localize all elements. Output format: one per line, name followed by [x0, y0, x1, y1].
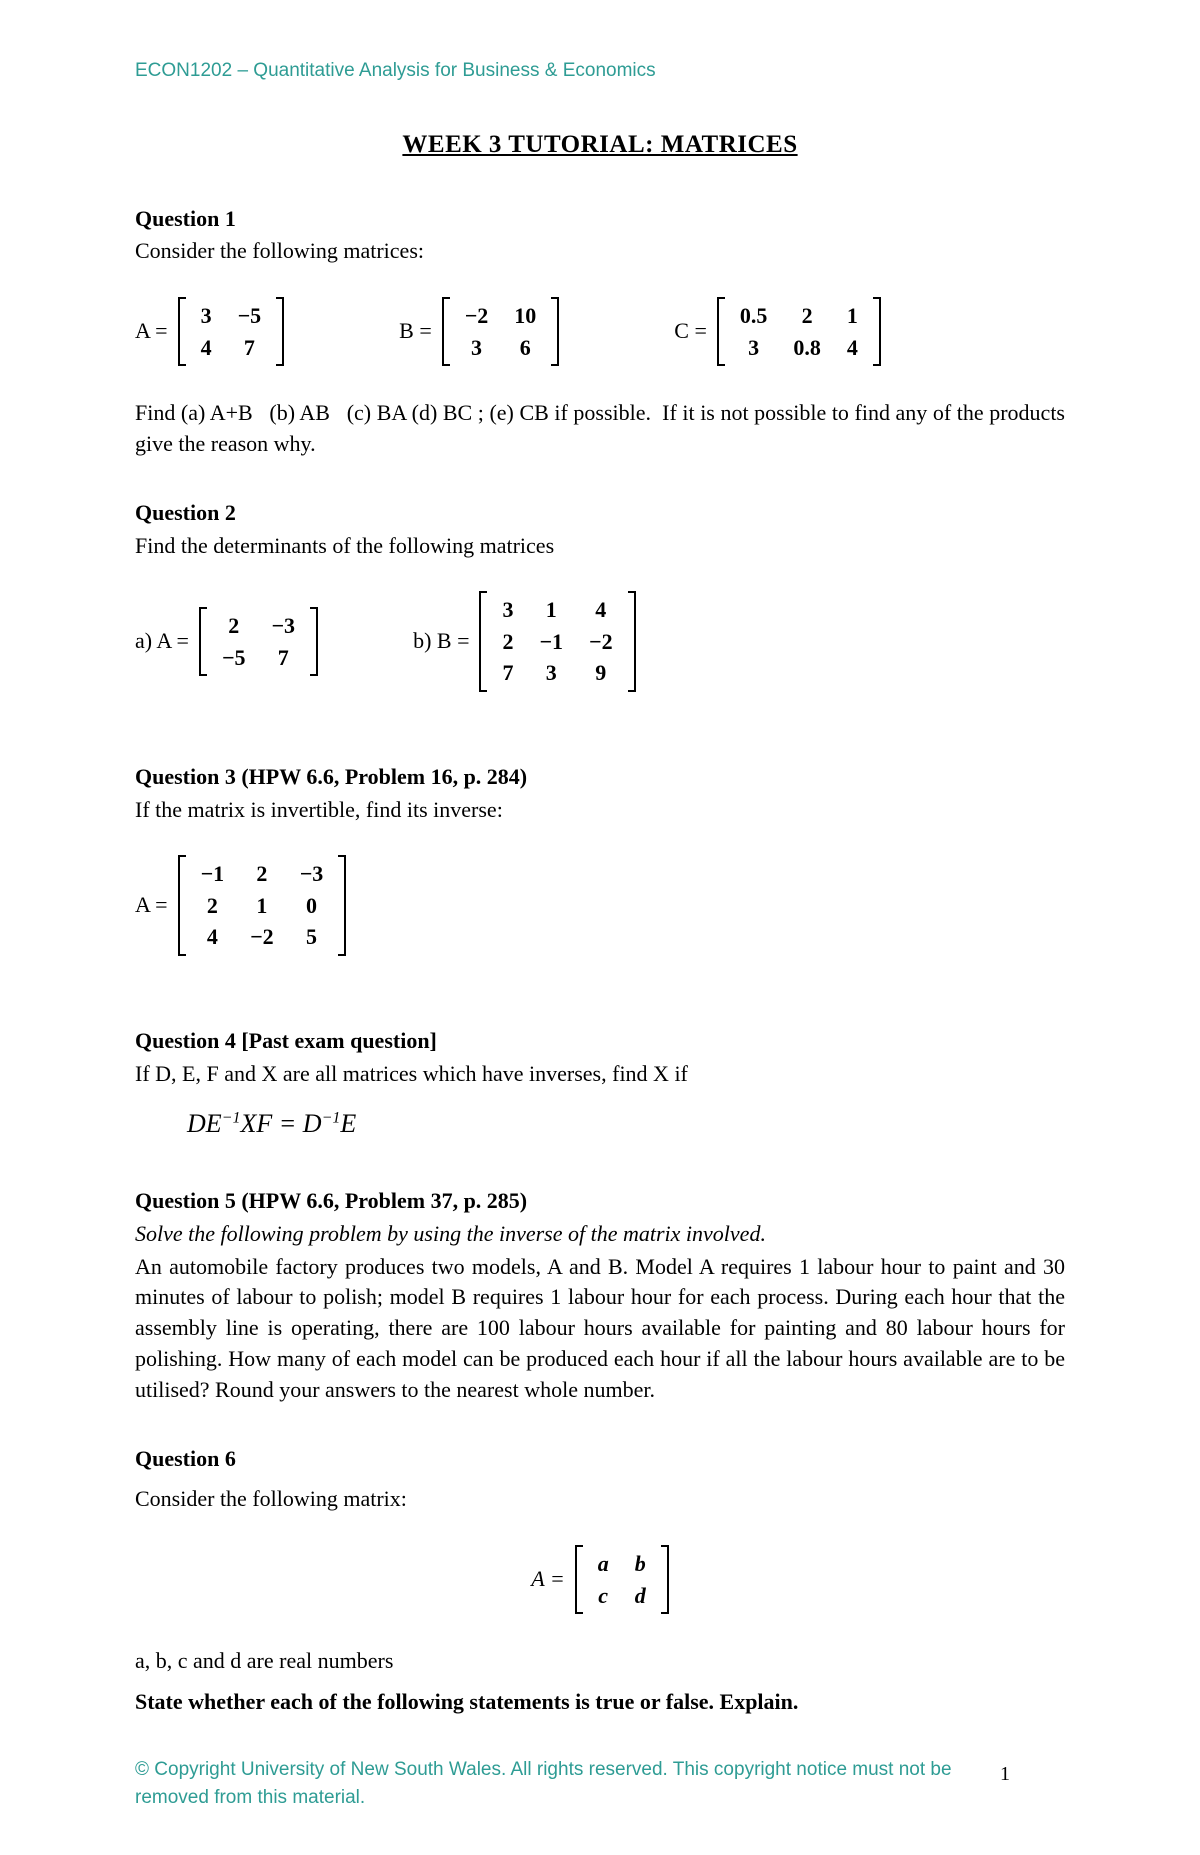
question-2-matrices	[135, 591, 1065, 692]
matrix-cell: 10	[514, 303, 537, 329]
question-4-formula	[187, 1106, 1065, 1142]
matrix-cell: a	[597, 1551, 609, 1577]
question-3-section	[135, 762, 1065, 988]
question-6-note: a, b, c and d are real numbers	[135, 1648, 394, 1674]
formula-superscript: −1	[321, 1108, 341, 1126]
question-2-intro: Find the determinants of the following matrices	[135, 532, 555, 558]
formula-part: DE	[187, 1108, 222, 1138]
matrix-a-body	[178, 297, 285, 366]
matrix-right-bracket	[276, 297, 284, 366]
matrix-left-bracket	[479, 591, 487, 692]
matrix-cell: 0.5	[739, 303, 768, 329]
matrix-6a-label: A =	[531, 1566, 565, 1592]
question-3-heading: Question 3 (HPW 6.6, Problem 16, p. 284)	[135, 763, 528, 789]
matrix-right-bracket	[338, 855, 346, 956]
matrix-cell: 3	[200, 303, 212, 329]
matrix-cell: 7	[243, 334, 255, 360]
question-2-section	[135, 498, 1065, 724]
matrix-cell: 1	[256, 892, 268, 918]
matrix-cell: 7	[277, 644, 289, 670]
question-1-heading: Question 1	[135, 205, 236, 231]
matrix-cell: 4	[200, 334, 212, 360]
question-6-intro: Consider the following matrix:	[135, 1486, 407, 1512]
question-6-matrices	[135, 1545, 1065, 1614]
matrix-cell: −2	[589, 628, 613, 654]
matrix-cell: 4	[846, 334, 858, 360]
matrix-cell: −5	[221, 644, 246, 670]
matrix-cell: 5	[305, 924, 317, 950]
question-1-task: Find (a) A+B (b) AB (c) BA (d) BC ; (e) CB if possible. If it is not possible to find any of the products give the reason why.	[135, 400, 1071, 456]
matrix-6a-cells	[583, 1545, 661, 1614]
matrix-cell: 2	[228, 613, 240, 639]
matrix-c	[674, 297, 881, 366]
matrix-cell: 1	[545, 597, 557, 623]
question-1-section	[135, 204, 1071, 460]
matrix-c-cells	[725, 297, 873, 366]
matrix-3a-label: A =	[135, 892, 168, 918]
matrix-cell: 3	[545, 660, 557, 686]
matrix-a	[135, 297, 284, 366]
matrix-right-bracket	[661, 1545, 669, 1614]
course-header: ECON1202 – Quantitative Analysis for Business & Economics	[135, 60, 656, 81]
formula-part: E	[340, 1108, 357, 1138]
matrix-left-bracket	[442, 297, 450, 366]
matrix-3a-body	[178, 855, 347, 956]
matrix-c-label: C =	[674, 318, 707, 344]
question-5-body: An automobile factory produces two models, A and B. Model A requires 1 labour hour to paint and 30 minutes of labour to polish; model B requires 1 labour hour for each process. During each hour that the assembly line is operating, there are 100 labour hours available for painting and 80 labour hours for polishing. How many of each model can be produced each hour if all the labour hours available are to be utilised? Round your answers to the nearest whole number.	[135, 1253, 1065, 1402]
page-title: WEEK 3 TUTORIAL: MATRICES	[402, 130, 798, 158]
matrix-2a-cells	[207, 607, 310, 676]
matrix-3a-cells	[186, 855, 339, 956]
question-1-intro: Consider the following matrices:	[135, 238, 424, 264]
matrix-cell: −1	[539, 628, 564, 654]
question-3-intro: If the matrix is invertible, find its inverse:	[135, 796, 503, 822]
matrix-2b	[413, 591, 636, 692]
matrix-cell: −1	[200, 861, 225, 887]
matrix-2a-body	[199, 607, 318, 676]
question-2-heading: Question 2	[135, 499, 236, 525]
matrix-3a	[135, 855, 346, 956]
matrix-right-bracket	[628, 591, 636, 692]
matrix-cell: b	[634, 1551, 646, 1577]
question-6-heading: Question 6	[135, 1445, 236, 1471]
matrix-c-body	[717, 297, 881, 366]
matrix-cell: 2	[256, 861, 268, 887]
matrix-left-bracket	[199, 607, 207, 676]
matrix-6a	[531, 1545, 668, 1614]
matrix-cell: −2	[464, 303, 489, 329]
question-6-statement: State whether each of the following statements is true or false. Explain.	[135, 1688, 799, 1714]
matrix-2b-label: b) B =	[413, 628, 470, 654]
matrix-cell: c	[598, 1582, 609, 1608]
page-number: 1	[1000, 1762, 1010, 1785]
matrix-cell: d	[634, 1582, 646, 1608]
question-3-matrices	[135, 855, 1065, 956]
copyright-notice: © Copyright University of New South Wales. All rights reserved. This copyright notice must not be removed from this material.	[135, 1758, 952, 1809]
question-4-intro: If D, E, F and X are all matrices which have inverses, find X if	[135, 1060, 688, 1086]
matrix-cell: 0.8	[793, 334, 821, 360]
question-1-matrices	[135, 297, 1065, 366]
matrix-cell: 7	[502, 660, 514, 686]
matrix-left-bracket	[178, 297, 186, 366]
matrix-a-cells	[186, 297, 277, 366]
matrix-right-bracket	[310, 607, 318, 676]
matrix-cell: −2	[250, 924, 274, 950]
matrix-6a-body	[575, 1545, 669, 1614]
matrix-left-bracket	[717, 297, 725, 366]
question-4-heading: Question 4 [Past exam question]	[135, 1027, 437, 1053]
matrix-cell: 3	[502, 597, 514, 623]
matrix-right-bracket	[873, 297, 881, 366]
matrix-cell: 0	[305, 892, 317, 918]
matrix-b-body	[442, 297, 560, 366]
question-5-heading: Question 5 (HPW 6.6, Problem 37, p. 285)	[135, 1187, 528, 1213]
formula-part: XF = D	[240, 1108, 322, 1138]
matrix-2b-body	[479, 591, 635, 692]
matrix-cell: 3	[748, 334, 760, 360]
matrix-cell: 4	[206, 924, 218, 950]
question-5-section	[135, 1186, 1065, 1406]
matrix-cell: 1	[846, 303, 858, 329]
matrix-b-label: B =	[399, 318, 432, 344]
formula-superscript: −1	[221, 1108, 241, 1126]
matrix-2a	[135, 607, 318, 676]
question-6-section	[135, 1444, 1065, 1718]
matrix-left-bracket	[575, 1545, 583, 1614]
question-5-instruction: Solve the following problem by using the inverse of the matrix involved.	[135, 1220, 766, 1246]
matrix-cell: 2	[801, 303, 813, 329]
matrix-right-bracket	[551, 297, 559, 366]
question-4-section	[135, 1026, 1065, 1148]
page-footer	[135, 1756, 1065, 1813]
matrix-cell: −5	[237, 303, 262, 329]
matrix-cell: 3	[471, 334, 482, 360]
matrix-2a-label: a) A =	[135, 628, 189, 654]
matrix-2b-cells	[487, 591, 627, 692]
matrix-cell: 9	[595, 660, 607, 686]
matrix-cell: 2	[502, 628, 514, 654]
matrix-b	[399, 297, 559, 366]
matrix-cell: 2	[206, 892, 218, 918]
matrix-cell: 6	[519, 334, 531, 360]
matrix-cell: −3	[299, 861, 324, 887]
matrix-left-bracket	[178, 855, 186, 956]
matrix-b-cells	[450, 297, 552, 366]
matrix-cell: 4	[595, 597, 607, 623]
matrix-a-label: A =	[135, 318, 168, 344]
matrix-cell: −3	[271, 613, 296, 639]
